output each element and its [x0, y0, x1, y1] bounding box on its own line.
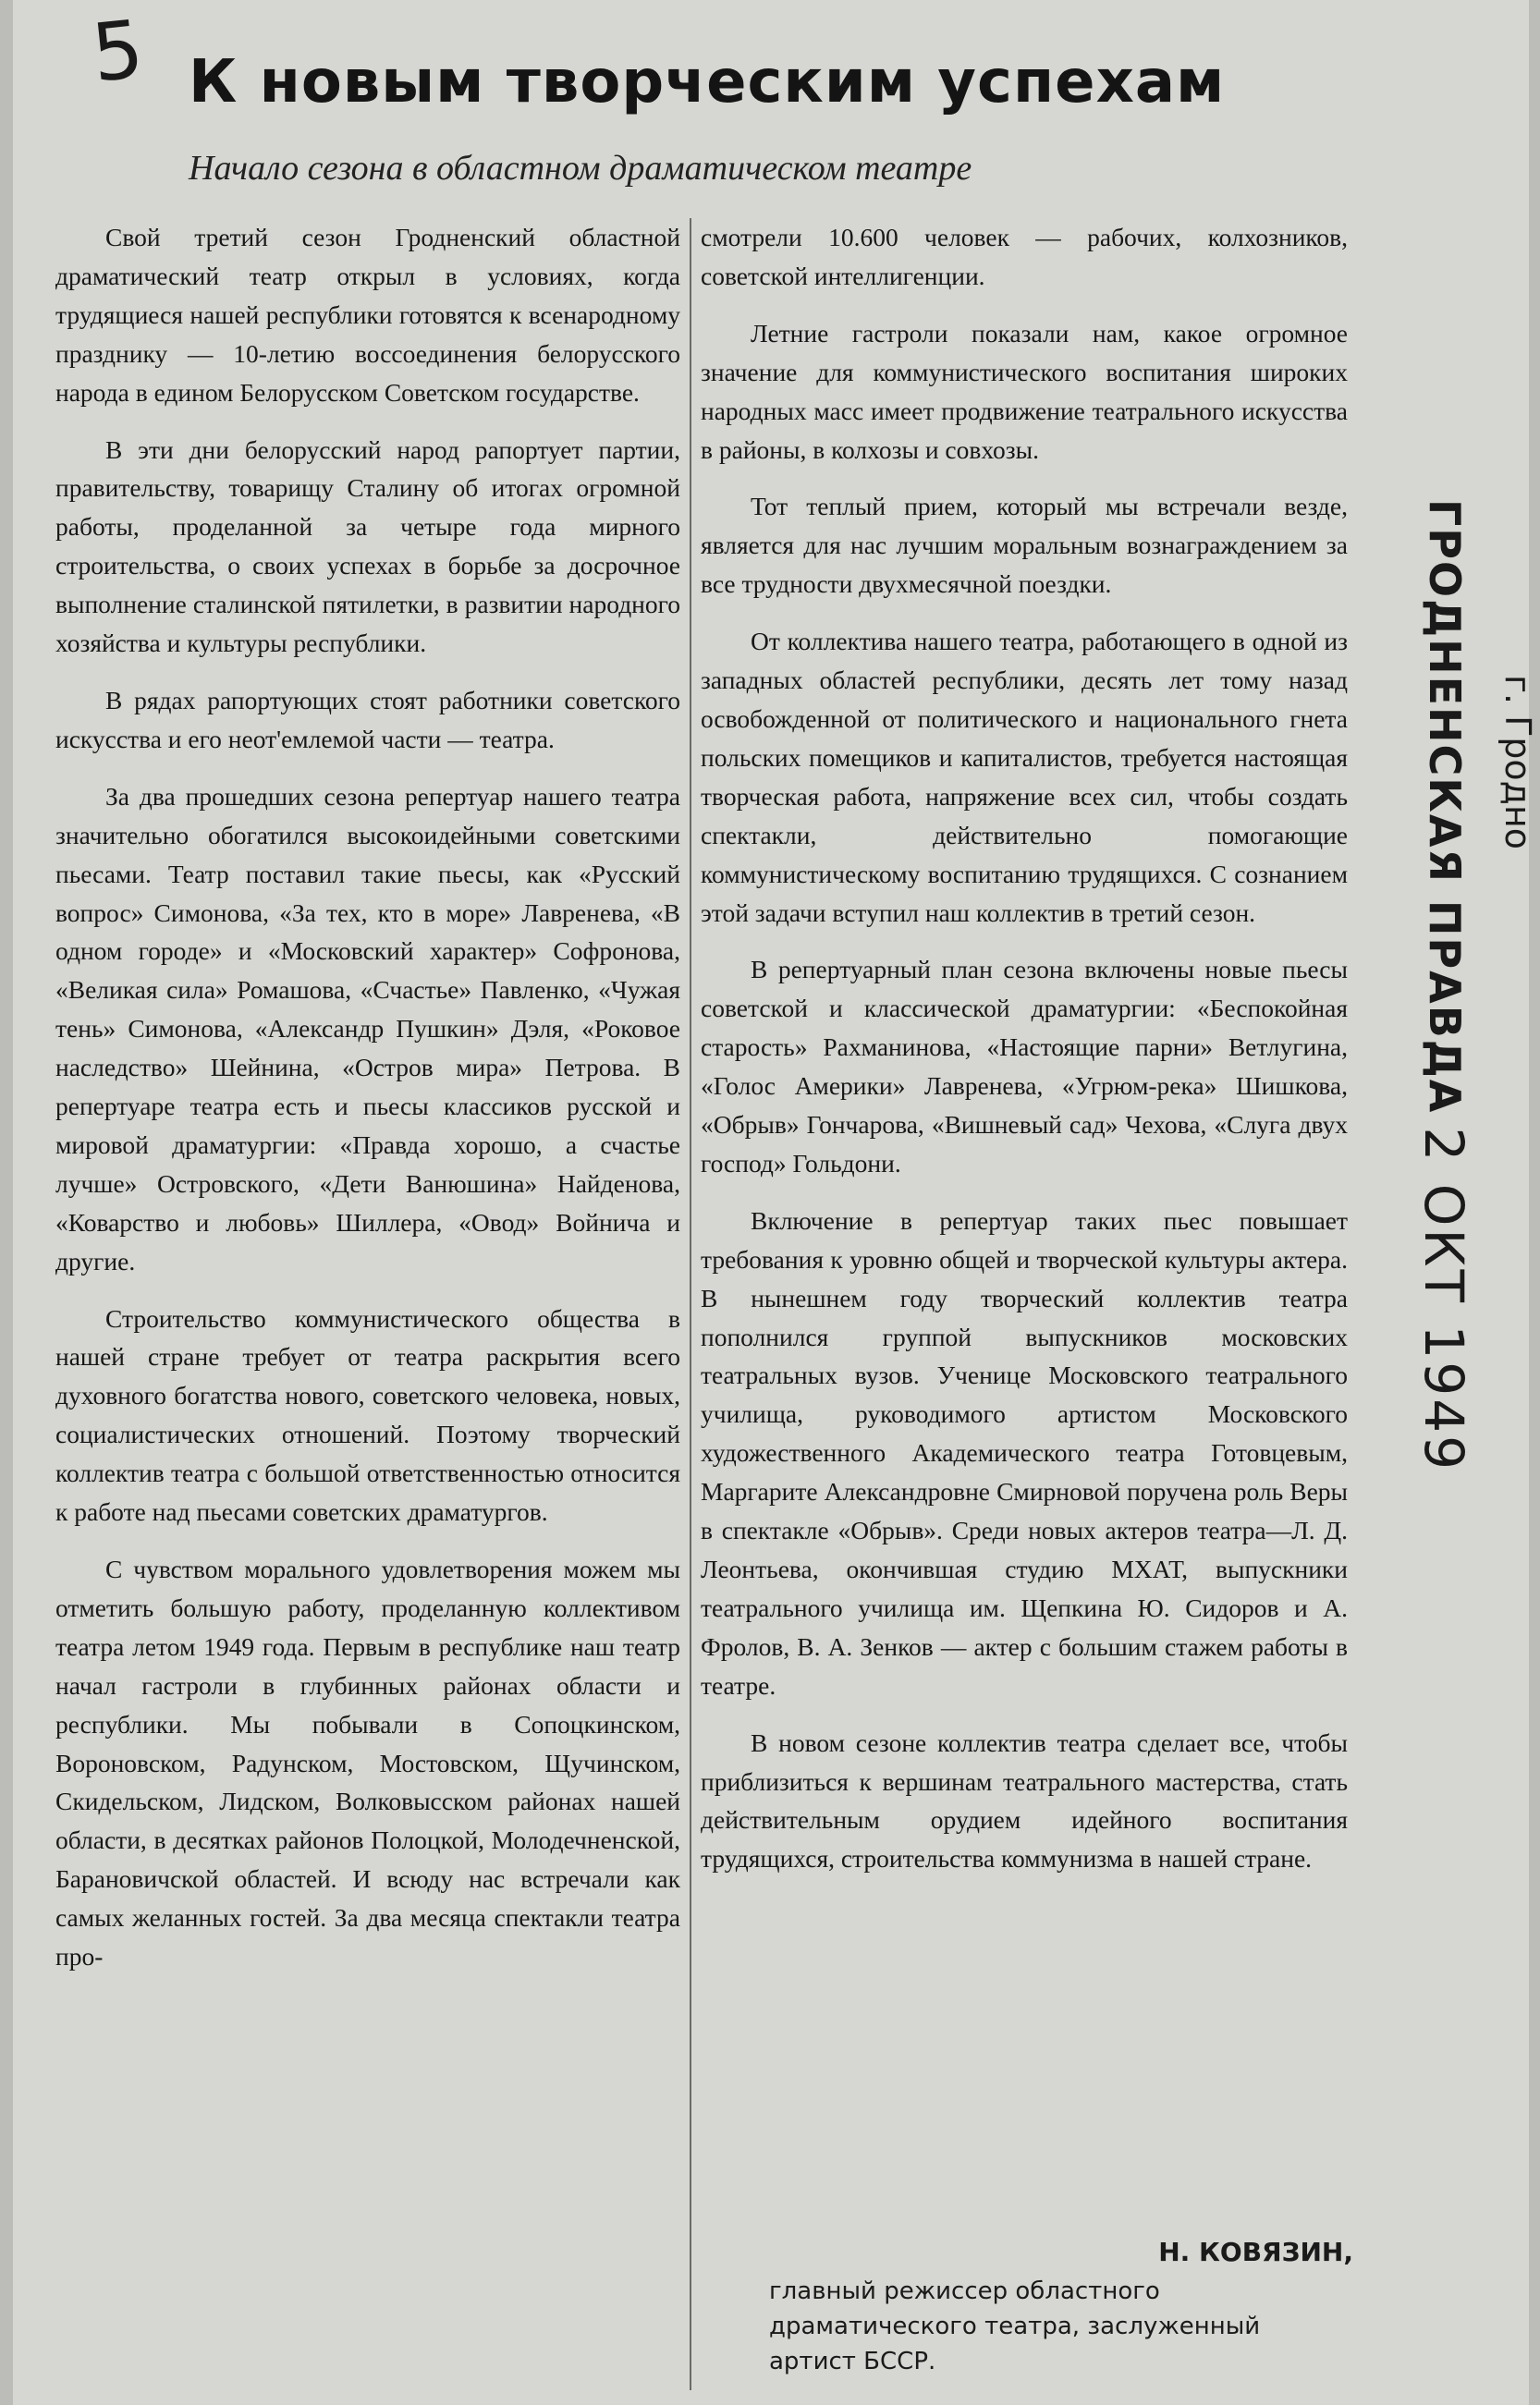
paragraph: В эти дни белорусский народ рапортует партии, правительству, товарищу Сталину об итогах огромной работы, проделанной за четыре года мирного строительства, о своих успехах в борьбе за досрочное выполнение сталинской пятилетки, в развитии народного хозяйства и культуры республики. [55, 434, 680, 658]
paragraph: В репертуарный план сезона включены новые пьесы советской и классической драматургии: «Беспокойная старость» Рахманинова, «Настоящие парни» Ветлугина, «Голос Америки» Лавренева, «Угрюм-река» Шишкова, «Обрыв» Гончарова, «Вишневый сад» Чехова, «Слуга двух господ» Гольдони. [701, 955, 1348, 1178]
stamp-city: г. Гродно [1497, 675, 1538, 850]
column-divider [690, 218, 691, 2390]
paragraph: За два прошедших сезона репертуар нашего театра значительно обогатился высокоидейными советскими пьесами. Театр поставил такие пьесы, как «Русский вопрос» Симонова, «За тех, кто в море» Лавренева, «В одном городе» и «Московский характер» Софронова, «Великая сила» Ромашова, «Счастье» Павленко, «Чужая тень» Симонова, «Александр Пушкин» Дэля, «Роковое наследство» Шейнина, «Остров мира» Петрова. В репертуаре театра есть и пьесы классиков русской и мировой драматургии: «Правда хорошо, а счастье лучше» Островского, «Дети Ванюшина» Найденова, «Коварство и любовь» Шиллера, «Овод» Войнича и другие. [55, 781, 680, 1276]
paragraph: С чувством морального удовлетворения можем мы отметить большую работу, проделанную коллективом театра летом 1949 года. Первым в республике наш театр начал гастроли в глубинных районах области и республики. Мы побывали в Сопоцкинском, Вороновском, Радунском, Мостовском, Щучинском, Скидельском, Лидском, Волковысском районах нашей области, в десятках районов Полоцкой, Молодечненской, Барановичской областей. И всюду нас встречали как самых желанных гостей. За два месяца спектакли театра про- [55, 1555, 680, 1972]
paragraph: Летние гастроли показали нам, какое огромное значение для коммунистического воспитания широких народных масс имеет продвижение театрального искусства в районы, в колхозы и совхозы. [701, 318, 1348, 464]
article-headline: К новым творческим успехам [189, 48, 1226, 116]
article-column-1 [55, 218, 680, 1976]
paragraph: Включение в репертуар таких пьес повышает требования к уровню общей и творческой культуры актера. В нынешнем году творческий коллектив театра пополнился группой выпускников московских театральных вузов. Ученице Московского театрального училища, руководимого артистом Московского художественного Академического театра Готовцевым, Маргарите Александровне Смирновой поручена роль Веры в спектакле «Обрыв». Среди новых актеров театра—Л. Д. Леонтьева, окончившая студию МХАТ, выпускники театрального училища им. Щепкина Ю. Сидоров и А. Фролов, В. А. Зенков — актер с большим стажем работы в театре. [701, 1205, 1348, 1700]
author-signature [762, 2235, 1353, 2379]
paragraph: От коллектива нашего театра, работающего в одной из западных областей республики, десять лет тому назад освобожденной от политического и национального гнета польских помещиков и капиталистов, требуется настоящая творческая работа, напряжение всех сил, чтобы создать спектакли, действительно помогающие коммунистическому воспитанию трудящихся. С сознанием этой задачи вступил наш коллектив в третий сезон. [701, 627, 1348, 927]
paragraph: Свой третий сезон Гродненский областной драматический театр открыл в условиях, когда трудящиеся нашей республики готовятся к всенародному празднику — 10-летию воссоединения белорусского народа в едином Белорусском Советском государстве. [55, 223, 680, 407]
stamp-newspaper-name: ГРОДНЕНСКАЯ ПРАВДА [1420, 499, 1470, 1115]
paragraph: В новом сезоне коллектив театра сделает все, чтобы приблизиться к вершинам театрального мастерства, стать действительным орудием идейного воспитания трудящихся, строительства коммунизма в нашей стране. [701, 1727, 1348, 1874]
paragraph-continuation: смотрели 10.600 человек — рабочих, колхозников, советской интеллигенции. [701, 223, 1348, 290]
article-subheadline: Начало сезона в областном драматическом театре [189, 149, 972, 188]
handwritten-page-number: 5 [87, 3, 148, 101]
author-title: главный режиссер областного драматического театра, заслуженный артист БССР. [769, 2277, 1261, 2375]
author-name: Н. КОВЯЗИН, [1158, 2237, 1353, 2267]
paragraph: Тот теплый прием, который мы встречали везде, является для нас лучшим моральным вознаграждением за все трудности двухмесячной поездки. [701, 492, 1348, 599]
article-column-2 [701, 218, 1348, 1878]
newspaper-clipping [13, 0, 1538, 2405]
stamp-date: - 2 ОКТ 1949 [1412, 1085, 1475, 1473]
newspaper-date-stamp [1412, 499, 1538, 1473]
paragraph: Строительство коммунистического общества в нашей стране требует от театра раскрытия всего духовного богатства нового, советского человека, новых, социалистических отношений. Поэтому творческий коллектив театра с большой ответственностью относится к работе над пьесами советских драматургов. [55, 1303, 680, 1527]
paragraph: В рядах рапортующих стоят работники советского искусства и его неот'емлемой части — театра. [55, 685, 680, 753]
